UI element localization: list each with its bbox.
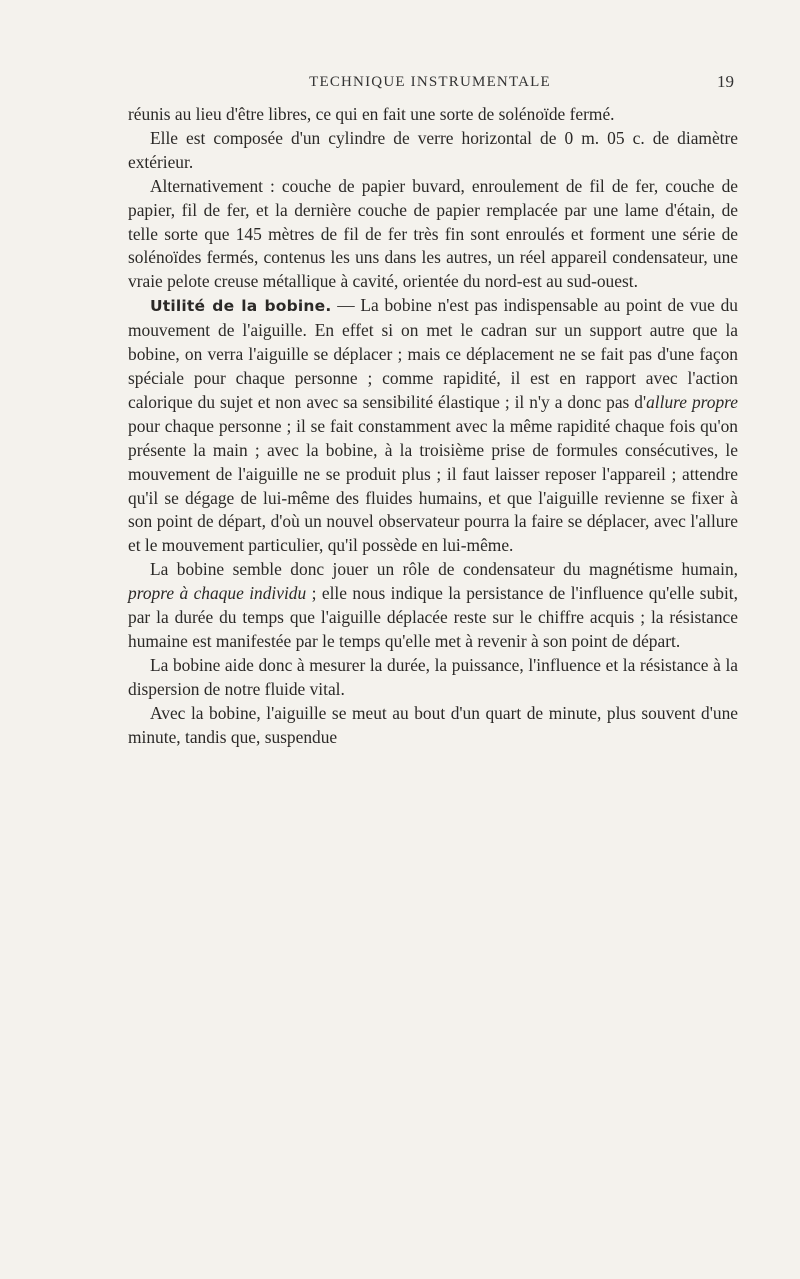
body-text	[128, 103, 738, 749]
paragraph-1: réunis au lieu d'être libres, ce qui en fait une sorte de solénoïde fermé.	[128, 104, 615, 124]
paragraph-2: Elle est composée d'un cylindre de verre horizontal de 0 m. 05 c. de diamètre extérieur.	[128, 127, 738, 172]
paragraph-5-text-a: La bobine semble donc jouer un rôle de condensateur du magnétisme humain,	[150, 559, 738, 580]
paragraph-4-text-b: pour chaque personne ; il se fait constamment avec la même rapidité chaque fois qu'on présente la main ; avec la bobine, à la troisième prise de formules consécutives, le mouvement de l'aiguille ne se produit plus ; il faut laisser reposer l'appareil ; attendre qu'il se dégage de lui-même des fluides humains, et que l'aiguille revienne se fixer à son point de départ, d'où un nouvel observateur pourra la faire se déplacer, avec l'allure et le mouvement particulier, qu'il possède en lui-même.	[128, 415, 738, 556]
paragraph-5-italic: propre à chaque individu	[128, 583, 307, 604]
paragraph-4	[128, 294, 738, 558]
section-title: Utilité de la bobine.	[150, 297, 332, 316]
page-number: 19	[717, 72, 734, 91]
paragraph-6: La bobine aide donc à mesurer la durée, la puissance, l'influence et la résistance à la dispersion de notre fluide vital.	[128, 654, 738, 699]
paragraph-7: Avec la bobine, l'aiguille se meut au bout d'un quart de minute, plus souvent d'une minute, tandis que, suspendue	[128, 702, 738, 747]
running-head	[130, 72, 734, 98]
paragraph-4-text-a: — La bobine n'est pas indispensable au point de vue du mouvement de l'aiguille. En effet si on met le cadran sur un support autre que la bobine, on verra l'aiguille se déplacer ; mais ce déplacement ne se fait pas d'une façon spéciale pour chaque personne ; comme rapidité, il est en rapport avec l'action calorique du sujet et non avec sa sensibilité élastique ; il n'y a donc pas d'	[128, 295, 738, 412]
paragraph-5-text-b: ; elle nous indique la persistance de l'influence qu'elle subit, par la durée du temps que l'aiguille déplacée reste sur le chiffre acquis ; la résistance humaine est manifestée par le temps qu'elle met à revenir à son point de départ.	[128, 583, 738, 651]
running-title: TECHNIQUE INSTRUMENTALE	[309, 74, 551, 90]
paragraph-4-italic: allure propre	[646, 391, 738, 412]
paragraph-3: Alternativement : couche de papier buvard, enroulement de fil de fer, couche de papier, fil de fer, et la dernière couche de papier remplacée par une lame d'étain, de telle sorte que 145 mètres de fil de fer très fin sont enroulés et forment une série de solénoïdes fermés, contenus les uns dans les autres, un réel appareil condensateur, une vraie pelote creuse métallique à cavité, orientée du nord-est au sud-ouest.	[128, 175, 738, 292]
paragraph-5	[128, 558, 738, 654]
